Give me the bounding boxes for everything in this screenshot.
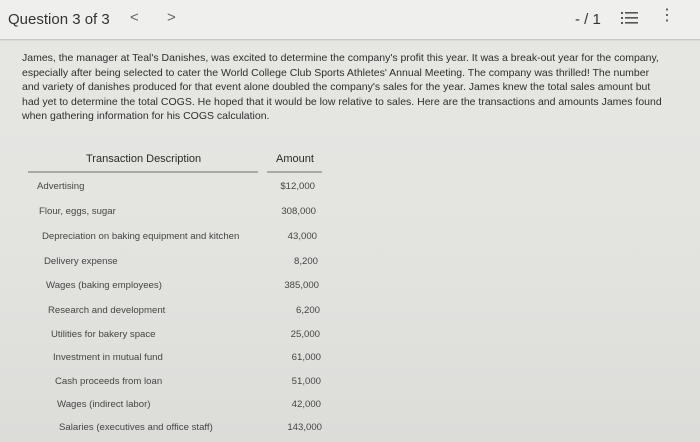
previous-question-icon[interactable]: < — [130, 9, 139, 26]
table-row-description: Investment in mutual fund — [53, 352, 163, 363]
table-row-description: Research and development — [48, 305, 166, 316]
question-body — [0, 41, 700, 442]
table-row-description: Delivery expense — [44, 256, 118, 267]
problem-text: James, the manager at Teal's Danishes, was excited to determine the company's profit this year. It was a break-out year for the company, especially after being selected to cater the World College Club Sports Athletes' Annual Meeting. The company was thrilled! The number and variety of danishes produced for that event alone doubled the company's sales for the year. James knew the total sales amount but had yet to determine the total COGS. He hoped that it would be low relative to sales. Here are the transactions and amounts James found when gathering information for his COGS calculation. — [22, 52, 662, 122]
table-row-amount: 308,000 — [281, 206, 316, 217]
table-row-description: Advertising — [37, 181, 85, 192]
column-header-description: Transaction Description — [86, 153, 202, 165]
question-header — [0, 0, 700, 40]
more-options-icon[interactable]: ⋮ — [659, 7, 675, 24]
table-row-amount: 42,000 — [291, 399, 321, 410]
table-row-amount: 25,000 — [290, 329, 320, 340]
table-row-amount: 6,200 — [295, 305, 320, 316]
table-row-description: Wages (indirect labor) — [57, 399, 151, 410]
question-counter: Question 3 of 3 — [8, 11, 110, 28]
next-question-icon[interactable]: > — [167, 9, 176, 26]
table-row-amount: 61,000 — [291, 352, 321, 363]
header-divider — [267, 171, 322, 173]
table-row-amount: 51,000 — [291, 376, 321, 387]
header-divider — [28, 171, 258, 173]
table-row-description: Utilities for bakery space — [51, 329, 156, 340]
table-row-amount: 8,200 — [293, 256, 318, 267]
table-row-amount: $12,000 — [280, 181, 315, 192]
table-row-amount: 143,000 — [287, 422, 322, 433]
table-row-description: Flour, eggs, sugar — [39, 206, 116, 217]
table-row-amount: 43,000 — [287, 231, 317, 242]
table-row-description: Depreciation on baking equipment and kitchen — [42, 231, 240, 242]
table-row-description: Wages (baking employees) — [46, 280, 162, 291]
table-row-description: Salaries (executives and office staff) — [59, 422, 213, 433]
table-row-amount: 385,000 — [284, 280, 319, 291]
table-row-description: Cash proceeds from loan — [55, 376, 163, 387]
question-score: - / 1 — [575, 11, 601, 28]
question-list-icon[interactable] — [621, 10, 638, 26]
column-header-amount: Amount — [276, 153, 314, 165]
